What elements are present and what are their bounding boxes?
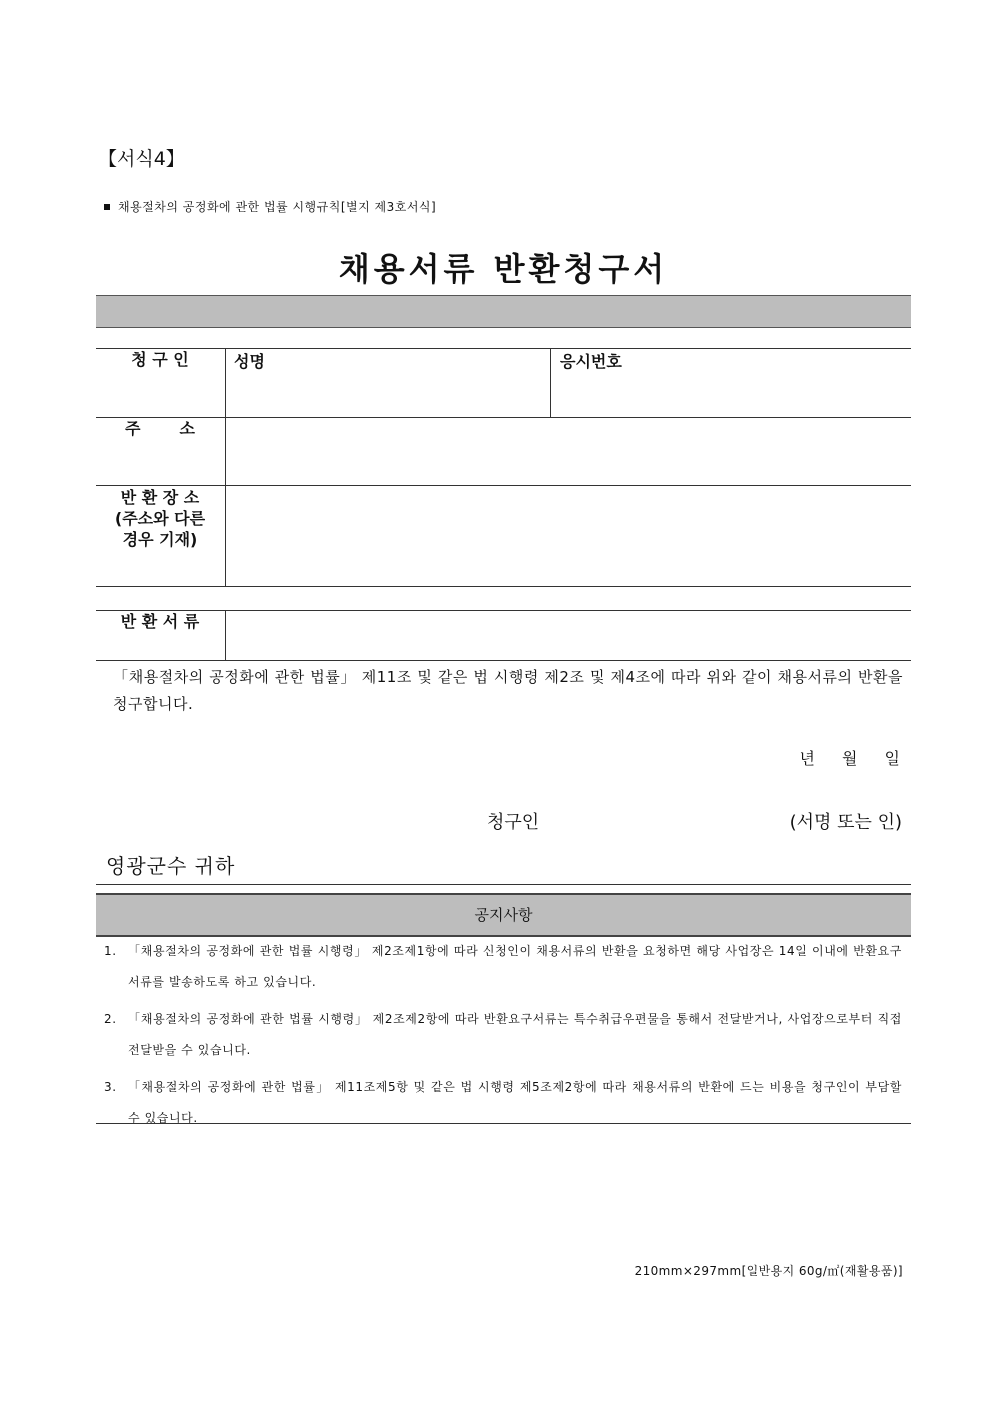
notice-item-number: 2. <box>104 1012 117 1026</box>
notice-item-text: 「채용절차의 공정화에 관한 법률 시행령」 제2조제2항에 따라 반환요구서류는 특수취급우편물을 통해서 전달받거나, 사업장으로부터 직접 전달받을 수 있습니다. <box>128 1012 902 1057</box>
notice-item <box>104 936 902 998</box>
statement-text: 「채용절차의 공정화에 관한 법률」 제11조 및 같은 법 시행령 제2조 및 제4조에 따라 위와 같이 채용서류의 반환을 청구합니다. <box>113 668 903 713</box>
address-field[interactable] <box>227 419 909 483</box>
claimant-label: 청 구 인 <box>131 350 189 369</box>
return-place-label-line: 반 환 장 소 <box>120 488 200 507</box>
exam-number-field[interactable] <box>552 372 907 415</box>
notice-item-text: 「채용절차의 공정화에 관한 법률 시행령」 제2조제1항에 따라 신청인이 채용서류의 반환을 요청하면 해당 사업장은 14일 이내에 반환요구서류를 발송하도록 하고 있습니다. <box>128 944 902 989</box>
notice-item <box>104 1004 902 1066</box>
table-divider <box>550 348 551 417</box>
table-line <box>96 660 911 661</box>
return-documents-label: 반 환 서 류 <box>120 612 200 631</box>
separator-line <box>96 884 911 885</box>
notice-list <box>104 936 902 1140</box>
law-reference-text: 채용절차의 공정화에 관한 법률 시행규칙[별지 제3호서식] <box>118 200 437 214</box>
return-documents-field[interactable] <box>227 612 909 658</box>
name-field[interactable] <box>227 372 547 415</box>
law-reference <box>104 198 436 215</box>
notice-item-text: 「채용절차의 공정화에 관한 법률」 제11조제5항 및 같은 법 시행령 제5조제2항에 따라 채용서류의 반환에 드는 비용을 청구인이 부담할 수 있습니다. <box>128 1080 902 1125</box>
address-label: 주 소 <box>125 419 195 438</box>
exam-number-label: 응시번호 <box>560 352 622 371</box>
return-place-label <box>100 487 220 550</box>
paper-spec: 210mm×297mm[일반용지 60g/㎡(재활용품)] <box>634 1264 903 1278</box>
return-place-field[interactable] <box>227 487 909 584</box>
notice-item-number: 3. <box>104 1080 117 1094</box>
return-place-label-line: (주소와 다른 <box>114 509 206 528</box>
date-line: 년 월 일 <box>799 749 900 768</box>
notice-item <box>104 1072 902 1134</box>
table-line <box>96 485 911 486</box>
square-bullet-icon <box>104 204 110 210</box>
table-divider <box>225 348 226 586</box>
claimant-sign-label: 청구인 <box>487 812 540 833</box>
separator-line <box>96 1123 911 1124</box>
recipient: 영광군수 귀하 <box>106 854 236 878</box>
page-title: 채용서류 반환청구서 <box>338 250 669 288</box>
form-number: 【서식4】 <box>98 148 185 170</box>
table-divider <box>225 610 226 660</box>
signature-hint: (서명 또는 인) <box>789 812 902 833</box>
header-band <box>96 295 911 328</box>
notice-item-number: 1. <box>104 944 117 958</box>
notice-title: 공지사항 <box>96 893 911 937</box>
return-place-label-line: 경우 기재) <box>122 530 198 549</box>
table-line <box>96 586 911 587</box>
name-label: 성명 <box>234 352 265 371</box>
